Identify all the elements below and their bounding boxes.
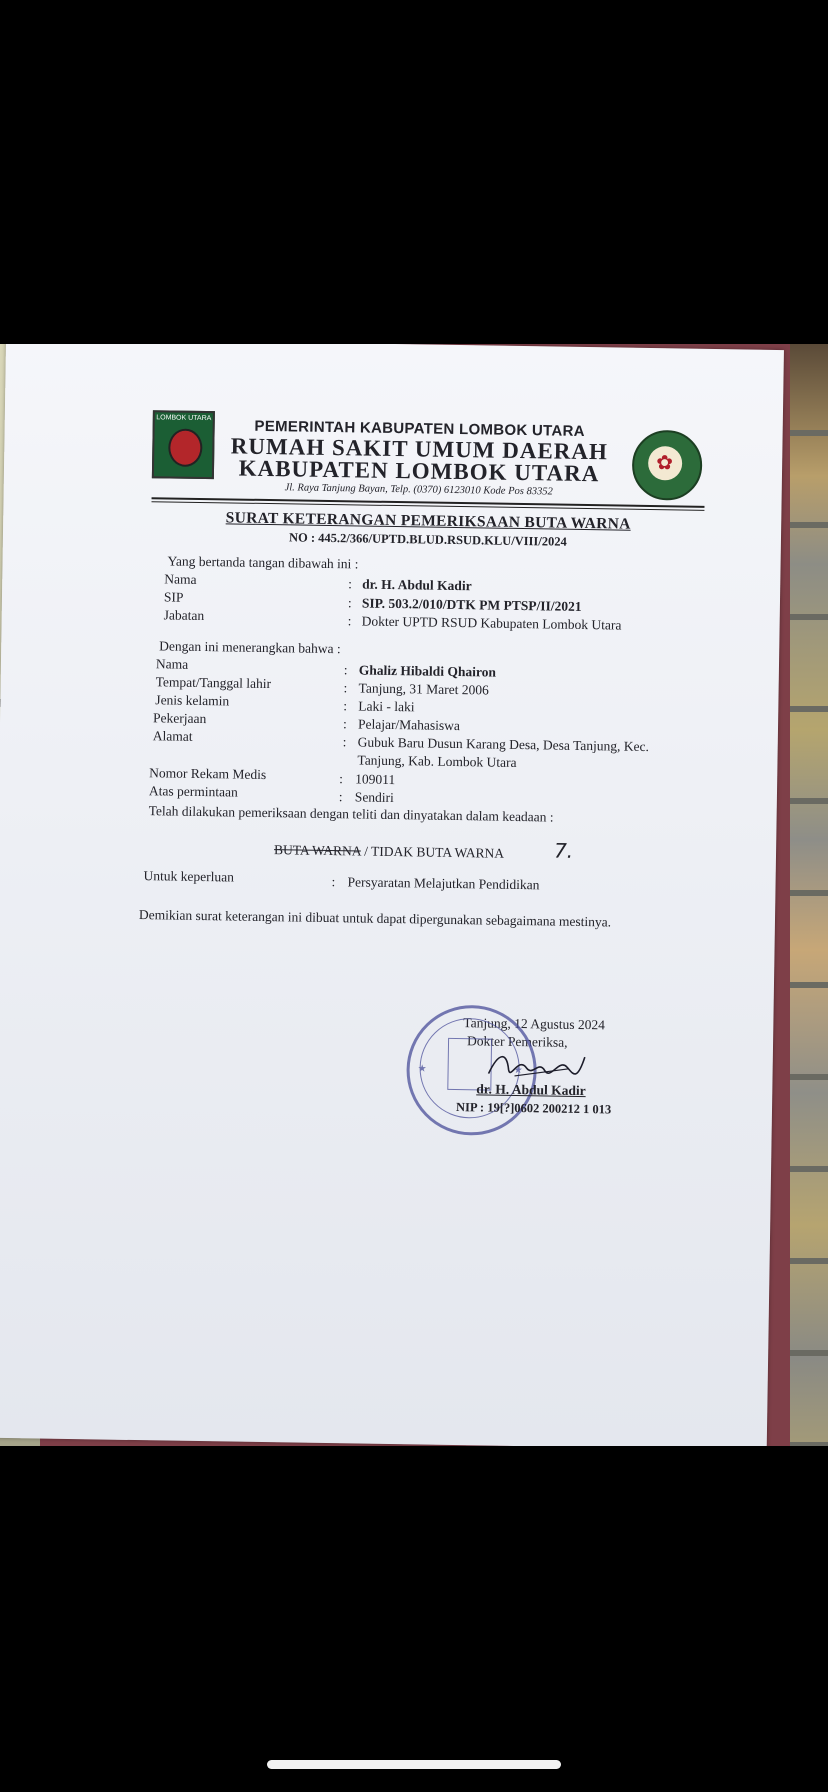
birth-value: Tanjung, 31 Maret 2006 (358, 680, 489, 698)
patient-name-label: Nama (155, 656, 189, 672)
doctor-name-value: dr. H. Abdul Kadir (362, 576, 472, 594)
doctor-position-label: Jabatan (163, 607, 205, 624)
exam-result: BUTA WARNA / TIDAK BUTA WARNA (273, 842, 505, 861)
purpose-value: Persyaratan Melajutkan Pendidikan (347, 874, 540, 893)
request-value: Sendiri (354, 789, 394, 806)
birth-label: Tempat/Tanggal lahir (155, 674, 272, 692)
letterhead-government: PEMERINTAH KABUPATEN LOMBOK UTARA (254, 417, 586, 440)
document-title: SURAT KETERANGAN PEMERIKSAAN BUTA WARNA (225, 509, 631, 533)
address-label: Alamat (152, 728, 193, 744)
flower-emblem-icon: ✿ (655, 452, 674, 475)
occupation-label: Pekerjaan (152, 710, 207, 727)
hospital-logo (632, 430, 703, 501)
closing-text: Demikian surat keterangan ini dibuat untuk dapat dipergunakan sebagaimana mestinya. (138, 907, 612, 930)
request-label: Atas permintaan (148, 783, 238, 800)
patient-name-value: Ghaliz Hibaldi Qhairon (358, 662, 497, 680)
document-number: NO : 445.2/366/UPTD.BLUD.RSUD.KLU/VIII/2024 (288, 530, 567, 549)
signatory-nip: NIP : 19[?]0602 200212 1 013 (455, 1100, 612, 1117)
address-value-line1: Gubuk Baru Dusun Karang Desa, Desa Tanjung, Kec. (357, 734, 650, 755)
address-value-line2: Tanjung, Kab. Lombok Utara (357, 752, 517, 770)
lombok-utara-logo (152, 410, 215, 479)
doctor-sip-label: SIP (163, 589, 184, 605)
handwritten-mark: 7. (553, 838, 574, 863)
doctor-sip-value: SIP. 503.2/010/DTK PM PTSP/II/2021 (361, 595, 582, 614)
regency-emblem-icon (168, 428, 203, 467)
signatory-name: dr. H. Abdul Kadir (476, 1081, 586, 1099)
letter-paper: LOMBOK UTARA ✿ PEMERINTAH KABUPATEN LOMBOK UTARA RUMAH SAKIT UMUM DAERAH KABUPATEN LOMBOK UTARA Jl. Raya Tanjung Bayan, Telp. (0370) 6123010 Kode Pos 83352 SURAT KETERANGAN PEMERIKSAAN BUTA WARNA NO : 445.2/366/UPTD.BLUD.RSUD.KLU/VIII/2024 Yang bertanda tangan dibawah ini : Nama : dr. H. Abdul Kadir SIP : SIP. 503.2/010/DTK PM PTSP/II/2021 Jabatan : Dokter UPTD RSUD Kabupaten Lombok Utara Dengan ini menerangkan bahwa : Nama : Ghaliz Hibaldi Qhairon Tempat/Tanggal lahir : Tanjung, 31 Maret 2006 Jenis kelamin : Laki - laki Pekerjaan : Pelajar/Mahasiswa Alamat : Gubuk Baru Dusun Karang Desa, Desa Tanjung, Kec. Tanjung, Kab. Lombok Utara Nomor Rekam Medis : 109011 Atas permintaan : Sendiri Telah dilakukan pemeriksaan dengan teliti dan dinyatakan dalam keadaan : BUTA WARNA / TIDAK BUTA WARNA 7. Untuk keperluan : Persyaratan Melajutkan Pendidikan Demikian surat keterangan ini dibuat untuk dapat dipergunakan sebagaimana mestinya. Tanjung, 12 Agustus 2024 Dokter Pemeriksa, ★ ★ dr. H. Abdul Kadir NIP : 19[?]0602 200212 1 013 (0, 344, 784, 1446)
document-photo (0, 344, 828, 1446)
medical-record-label: Nomor Rekam Medis (149, 765, 267, 783)
gender-value: Laki - laki (358, 698, 415, 715)
medical-record-value: 109011 (355, 771, 396, 788)
official-stamp: ★ ★ (406, 1004, 538, 1136)
statement-text: Dengan ini menerangkan bahwa : (159, 638, 341, 657)
occupation-value: Pelajar/Mahasiswa (357, 716, 461, 734)
exam-statement: Telah dilakukan pemeriksaan dengan teliti dan dinyatakan dalam keadaan : (148, 803, 554, 825)
result-struck: BUTA WARNA (273, 842, 361, 859)
doctor-name-label: Nama (164, 571, 197, 587)
result-kept: TIDAK BUTA WARNA (370, 843, 505, 861)
letterhead-hospital: RUMAH SAKIT UMUM DAERAH (230, 433, 609, 465)
logo-left-text: LOMBOK UTARA (156, 414, 212, 423)
signature-place-date: Tanjung, 12 Agustus 2024 (463, 1015, 606, 1033)
letterhead-regency: KABUPATEN LOMBOK UTARA (238, 455, 600, 487)
doctor-position-value: Dokter UPTD RSUD Kabupaten Lombok Utara (361, 613, 622, 633)
letterhead-address: Jl. Raya Tanjung Bayan, Telp. (0370) 6123010 Kode Pos 83352 (284, 482, 553, 498)
gender-label: Jenis kelamin (155, 692, 230, 709)
signature-role: Dokter Pemeriksa, (466, 1033, 568, 1050)
intro-text: Yang bertanda tangan dibawah ini : (167, 553, 359, 572)
purpose-label: Untuk keperluan (143, 868, 235, 885)
home-indicator[interactable] (267, 1760, 561, 1769)
